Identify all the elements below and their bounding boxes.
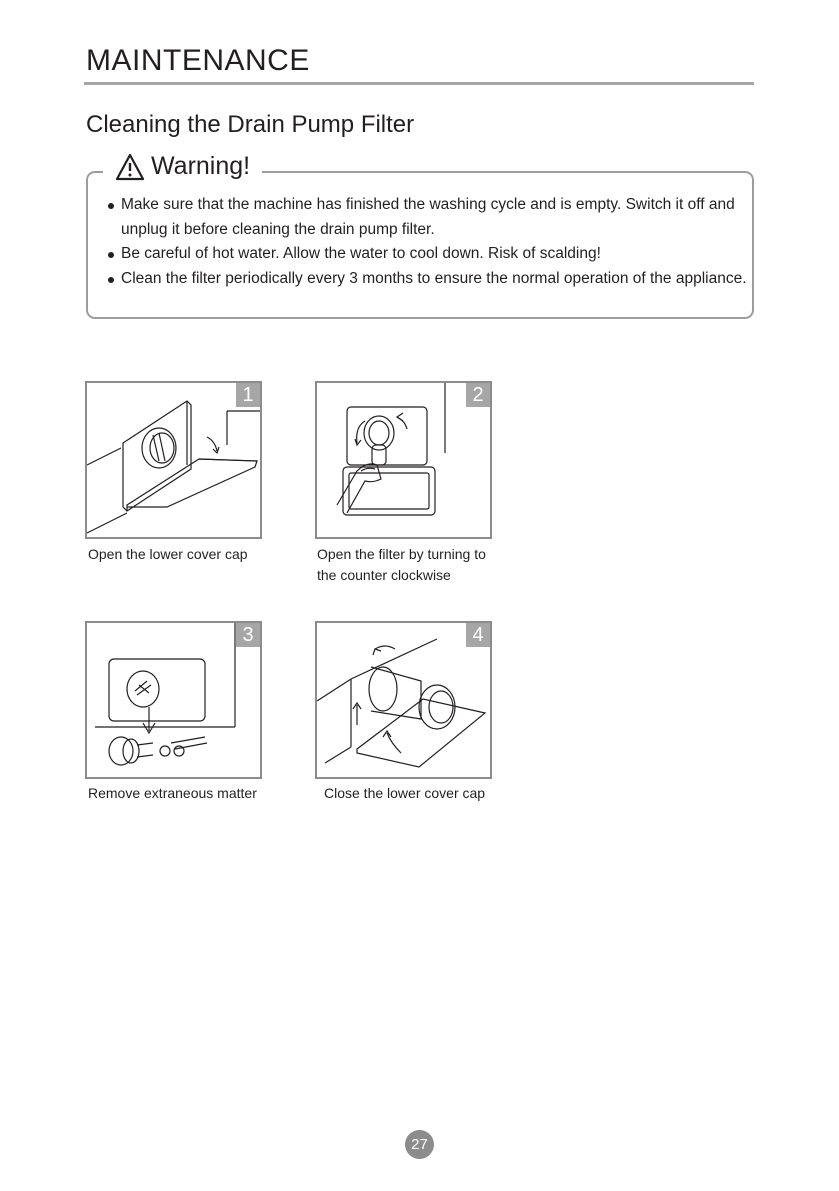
- step-3-caption: Remove extraneous matter: [88, 785, 257, 801]
- page-title: MAINTENANCE: [86, 44, 310, 77]
- step-number-badge: 4: [466, 623, 490, 647]
- step-number-badge: 3: [236, 623, 260, 647]
- warning-item: Be careful of hot water. Allow the water to cool down. Risk of scalding!: [107, 242, 747, 267]
- step-2-illustration: [317, 383, 490, 537]
- warning-list: [107, 193, 747, 291]
- step-number-badge: 1: [236, 383, 260, 407]
- step-4-figure: [315, 621, 492, 779]
- step-4-illustration: [317, 623, 490, 777]
- step-4-caption: Close the lower cover cap: [324, 785, 486, 801]
- title-divider: [84, 82, 754, 85]
- step-1-illustration: [87, 383, 260, 537]
- step-1-figure: [85, 381, 262, 539]
- step-number-badge: 2: [466, 383, 490, 407]
- warning-item: Clean the filter periodically every 3 months to ensure the normal operation of the appliance.: [107, 267, 747, 292]
- step-3-figure: [85, 621, 262, 779]
- page-number: 27: [405, 1130, 434, 1159]
- section-title: Cleaning the Drain Pump Filter: [86, 111, 415, 138]
- step-3-illustration: [87, 623, 260, 777]
- step-2-caption: Open the filter by turning to the counter clockwise: [317, 546, 486, 583]
- step-1-caption: Open the lower cover cap: [88, 546, 248, 562]
- warning-item: Make sure that the machine has finished the washing cycle and is empty. Switch it off and unplug it before cleaning the drain pump filter.: [107, 193, 747, 242]
- step-2-figure: [315, 381, 492, 539]
- warning-heading-text: Warning!: [151, 152, 251, 180]
- warning-triangle-icon: [115, 153, 145, 181]
- warning-heading: [103, 152, 262, 181]
